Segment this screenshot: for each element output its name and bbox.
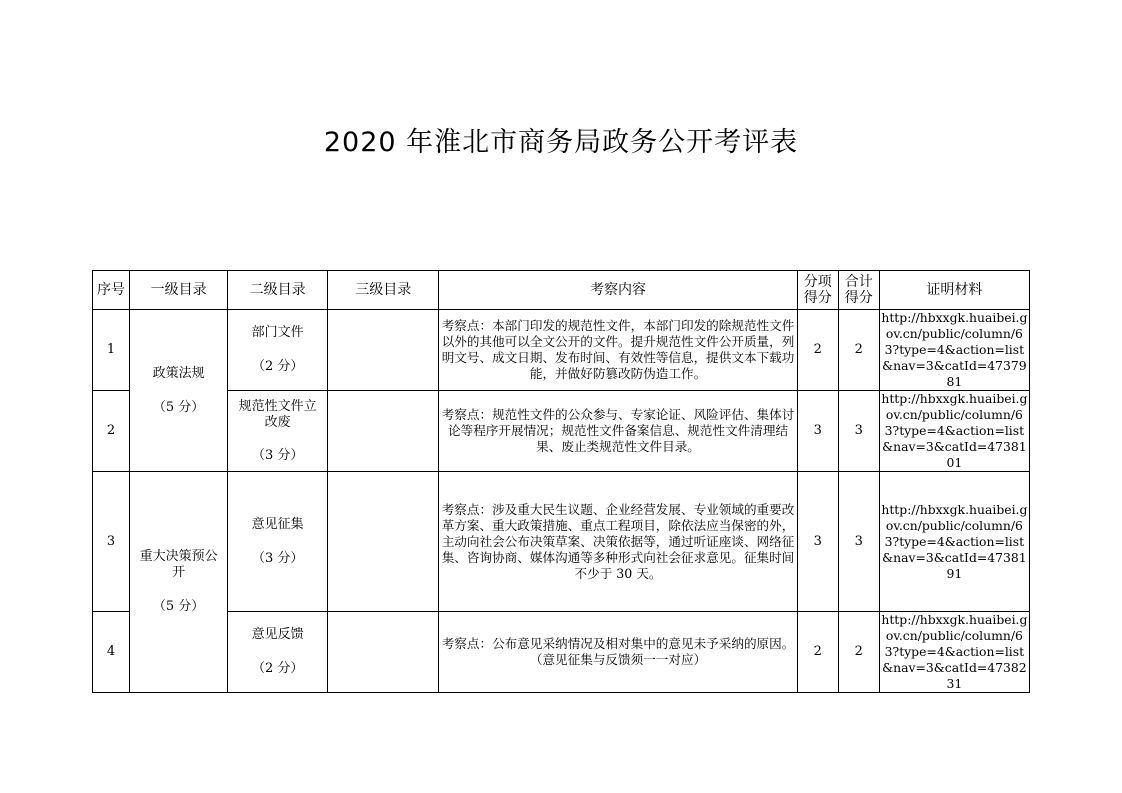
- table-row: [93, 391, 1030, 472]
- level2-score: （2 分）: [251, 661, 304, 676]
- cell-total-score: 2: [838, 310, 879, 391]
- cell-seq: 2: [93, 391, 130, 472]
- level2-name: 部门文件: [251, 325, 304, 340]
- level1-name-line1: 重大决策预公: [139, 549, 218, 564]
- cell-seq: 3: [93, 472, 130, 612]
- evaluation-table: [92, 270, 1030, 693]
- cell-item-score: 3: [797, 391, 838, 472]
- level1-score: （5 分）: [152, 599, 205, 614]
- level2-name-line1: 规范性文件立: [238, 398, 317, 414]
- header-seq: 序号: [93, 271, 130, 310]
- table-row: [93, 612, 1030, 693]
- cell-evidence: http://hbxxgk.huaibei.gov.cn/public/column/63?type=4&action=list&nav=3&catId=4738101: [879, 391, 1029, 472]
- cell-level2: [228, 472, 328, 612]
- cell-content: 考察点：涉及重大民生议题、企业经营发展、专业领域的重要改革方案、重大政策措施、重点工程项目，除依法应当保密的外，主动向社会公布决策草案、决策依据等，通过听证座谈、网络征集、咨询协商、媒体沟通等多种形式向社会征求意见。征集时间不少于 30 天。: [439, 472, 797, 612]
- header-item-score-line1: 分项: [803, 274, 832, 290]
- page-title: 2020 年淮北市商务局政务公开考评表: [323, 127, 799, 158]
- level2-score: （3 分）: [251, 550, 304, 566]
- cell-level1-group: [130, 472, 228, 693]
- level1-score: （5 分）: [152, 399, 205, 415]
- cell-level1-group: [130, 310, 228, 472]
- table-row: [93, 310, 1030, 391]
- level2-name: 意见反馈: [251, 627, 304, 642]
- cell-level3: [328, 472, 439, 612]
- level2-score: （3 分）: [251, 447, 304, 463]
- level2-name-line2: 改废: [264, 414, 291, 430]
- cell-level2: [228, 391, 328, 472]
- level1-name-line2: 开: [172, 565, 186, 580]
- cell-item-score: 2: [797, 612, 838, 693]
- header-content: 考察内容: [439, 271, 797, 310]
- cell-level2: [228, 310, 328, 391]
- cell-level2: [228, 612, 328, 693]
- header-level1: 一级目录: [130, 271, 228, 310]
- cell-total-score: 2: [838, 612, 879, 693]
- header-level2: 二级目录: [228, 271, 328, 310]
- cell-evidence: http://hbxxgk.huaibei.gov.cn/public/column/63?type=4&action=list&nav=3&catId=4738231: [879, 612, 1029, 693]
- cell-evidence: http://hbxxgk.huaibei.gov.cn/public/column/63?type=4&action=list&nav=3&catId=4738191: [879, 472, 1029, 612]
- cell-content: 考察点：公布意见采纳情况及相对集中的意见未予采纳的原因。（意见征集与反馈须一一对应）: [439, 612, 797, 693]
- header-item-score: [797, 271, 838, 310]
- header-level3: 三级目录: [328, 271, 439, 310]
- level2-score: （2 分）: [251, 359, 304, 374]
- table-row: [93, 472, 1030, 612]
- cell-level3: [328, 310, 439, 391]
- header-total-score-line2: 得分: [844, 290, 873, 306]
- cell-total-score: 3: [838, 472, 879, 612]
- level1-name: 政策法规: [152, 365, 205, 381]
- header-evidence: 证明材料: [879, 271, 1029, 310]
- cell-level3: [328, 612, 439, 693]
- cell-item-score: 3: [797, 472, 838, 612]
- cell-seq: 1: [93, 310, 130, 391]
- cell-content: 考察点：规范性文件的公众参与、专家论证、风险评估、集体讨论等程序开展情况；规范性文件备案信息、规范性文件清理结果、废止类规范性文件目录。: [439, 391, 797, 472]
- cell-evidence: http://hbxxgk.huaibei.gov.cn/public/column/63?type=4&action=list&nav=3&catId=4737981: [879, 310, 1029, 391]
- header-total-score: [838, 271, 879, 310]
- cell-total-score: 3: [838, 391, 879, 472]
- header-item-score-line2: 得分: [803, 290, 832, 306]
- table-header-row: [93, 271, 1030, 310]
- header-total-score-line1: 合计: [844, 274, 873, 290]
- cell-level3: [328, 391, 439, 472]
- cell-item-score: 2: [797, 310, 838, 391]
- cell-content: 考察点：本部门印发的规范性文件，本部门印发的除规范性文件以外的其他可以全文公开的文件。提升规范性文件公开质量，列明文号、成文日期、发布时间、有效性等信息，提供文本下载功能，并做好防篡改防伪造工作。: [439, 310, 797, 391]
- cell-seq: 4: [93, 612, 130, 693]
- level2-name: 意见征集: [251, 516, 304, 532]
